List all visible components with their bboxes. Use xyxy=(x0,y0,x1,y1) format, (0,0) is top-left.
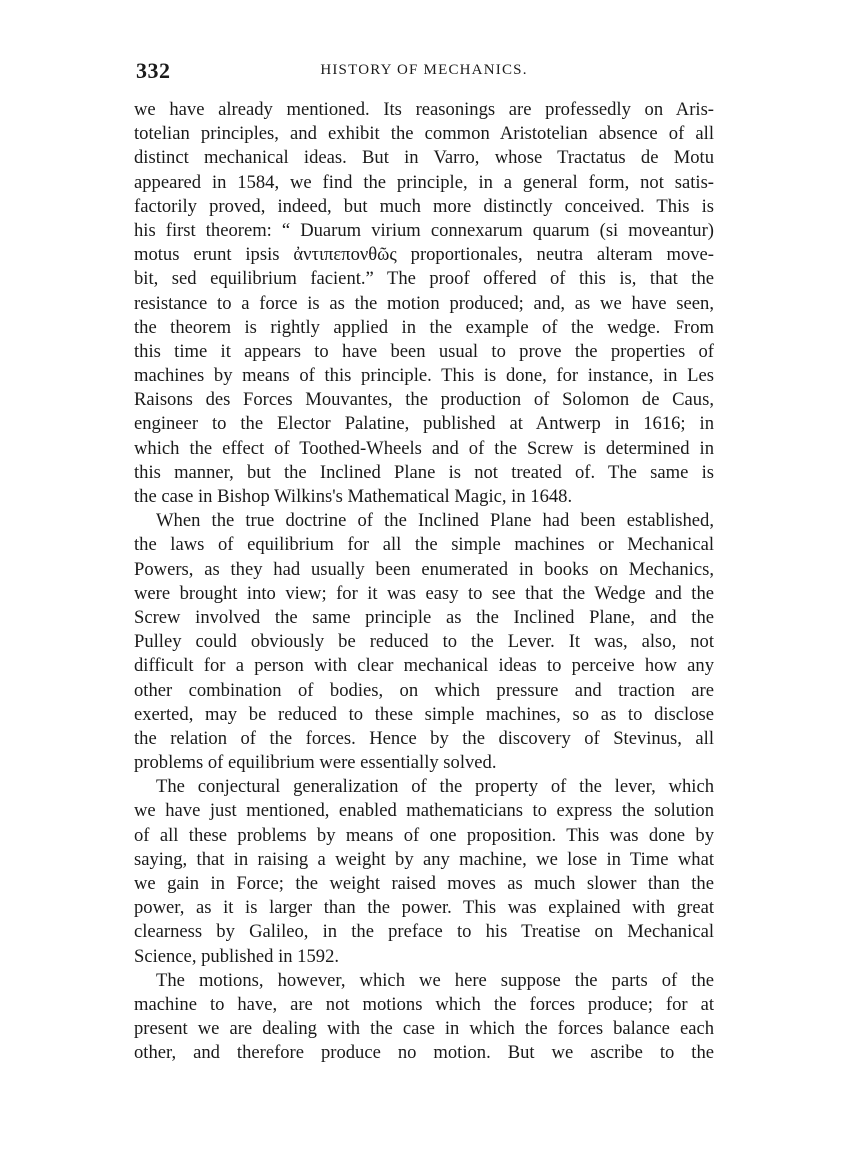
running-head xyxy=(136,58,712,88)
text-line: clearness by Galileo, in the preface to his Treatise on Mechanical xyxy=(134,921,714,943)
text-line: we have just mentioned, enabled mathematicians to express the solution xyxy=(134,800,714,822)
text-line: When the true doctrine of the Inclined Plane had been established, xyxy=(156,510,714,532)
text-line: Screw involved the same principle as the Inclined Plane, and the xyxy=(134,606,714,628)
text-line: were brought into view; for it was easy to see that the Wedge and the xyxy=(134,582,714,604)
text-line: other combination of bodies, on which pressure and traction are xyxy=(134,679,714,701)
text-line: machine to have, are not motions which the forces produce; for at xyxy=(134,993,714,1015)
text-line: factorily proved, indeed, but much more distinctly conceived. This is xyxy=(134,195,714,217)
text-line: Powers, as they had usually been enumerated in books on Mechanics, xyxy=(134,558,714,580)
text-line: saying, that in raising a weight by any machine, we lose in Time what xyxy=(134,848,714,870)
text-line: of all these problems by means of one proposition. This was done by xyxy=(134,824,714,846)
text-line: Pulley could obviously be reduced to the Lever. It was, also, not xyxy=(134,631,714,653)
text-line: we gain in Force; the weight raised moves as much slower than the xyxy=(134,873,714,894)
text-line: we have already mentioned. Its reasonings are professedly on Aris- xyxy=(134,99,714,120)
text-line: his first theorem: “ Duarum virium connexarum quarum (si moveantur) xyxy=(134,219,714,241)
text-line: appeared in 1584, we find the principle, in a general form, not satis- xyxy=(134,171,714,193)
text-line: the relation of the forces. Hence by the discovery of Stevinus, all xyxy=(134,727,714,749)
body-text xyxy=(134,98,714,1066)
text-line: the theorem is rightly applied in the example of the wedge. From xyxy=(134,316,714,338)
text-line: totelian principles, and exhibit the common Aristotelian absence of all xyxy=(134,123,714,145)
text-line: distinct mechanical ideas. But in Varro, whose Tractatus de Motu xyxy=(134,147,714,169)
text-line: this time it appears to have been usual to prove the properties of xyxy=(134,340,714,362)
text-line: problems of equilibrium were essentially solved. xyxy=(134,752,497,774)
text-line: which the effect of Toothed-Wheels and of the Screw is determined in xyxy=(134,437,714,459)
text-line: bit, sed equilibrium facient.” The proof offered of this is, that the xyxy=(134,268,714,290)
text-line: The motions, however, which we here suppose the parts of the xyxy=(156,969,714,991)
text-line: power, as it is larger than the power. This was explained with great xyxy=(134,897,714,919)
text-line: difficult for a person with clear mechanical ideas to perceive how any xyxy=(134,655,714,677)
text-line: other, and therefore produce no motion. But we ascribe to the xyxy=(134,1042,714,1064)
text-line: engineer to the Elector Palatine, published at Antwerp in 1616; in xyxy=(134,413,714,435)
text-line: exerted, may be reduced to these simple machines, so as to disclose xyxy=(134,703,714,725)
text-line: motus erunt ipsis ἀντιπεπονθῶς proportionales, neutra alteram move- xyxy=(134,244,714,266)
page-number: 332 xyxy=(136,58,171,83)
text-line: present we are dealing with the case in which the forces balance each xyxy=(134,1018,714,1040)
text-line: Raisons des Forces Mouvantes, the production of Solomon de Caus, xyxy=(134,389,714,411)
text-line: machines by means of this principle. This is done, for instance, in Les xyxy=(134,365,714,387)
text-line: the case in Bishop Wilkins's Mathematical Magic, in 1648. xyxy=(134,486,573,507)
text-line: Science, published in 1592. xyxy=(134,945,340,967)
text-line: The conjectural generalization of the property of the lever, which xyxy=(156,776,714,798)
text-line: the laws of equilibrium for all the simple machines or Mechanical xyxy=(134,534,714,556)
running-title: HISTORY OF MECHANICS. xyxy=(320,62,528,78)
text-line: resistance to a force is as the motion produced; and, as we have seen, xyxy=(134,292,714,314)
text-line: this manner, but the Inclined Plane is not treated of. The same is xyxy=(134,461,714,483)
